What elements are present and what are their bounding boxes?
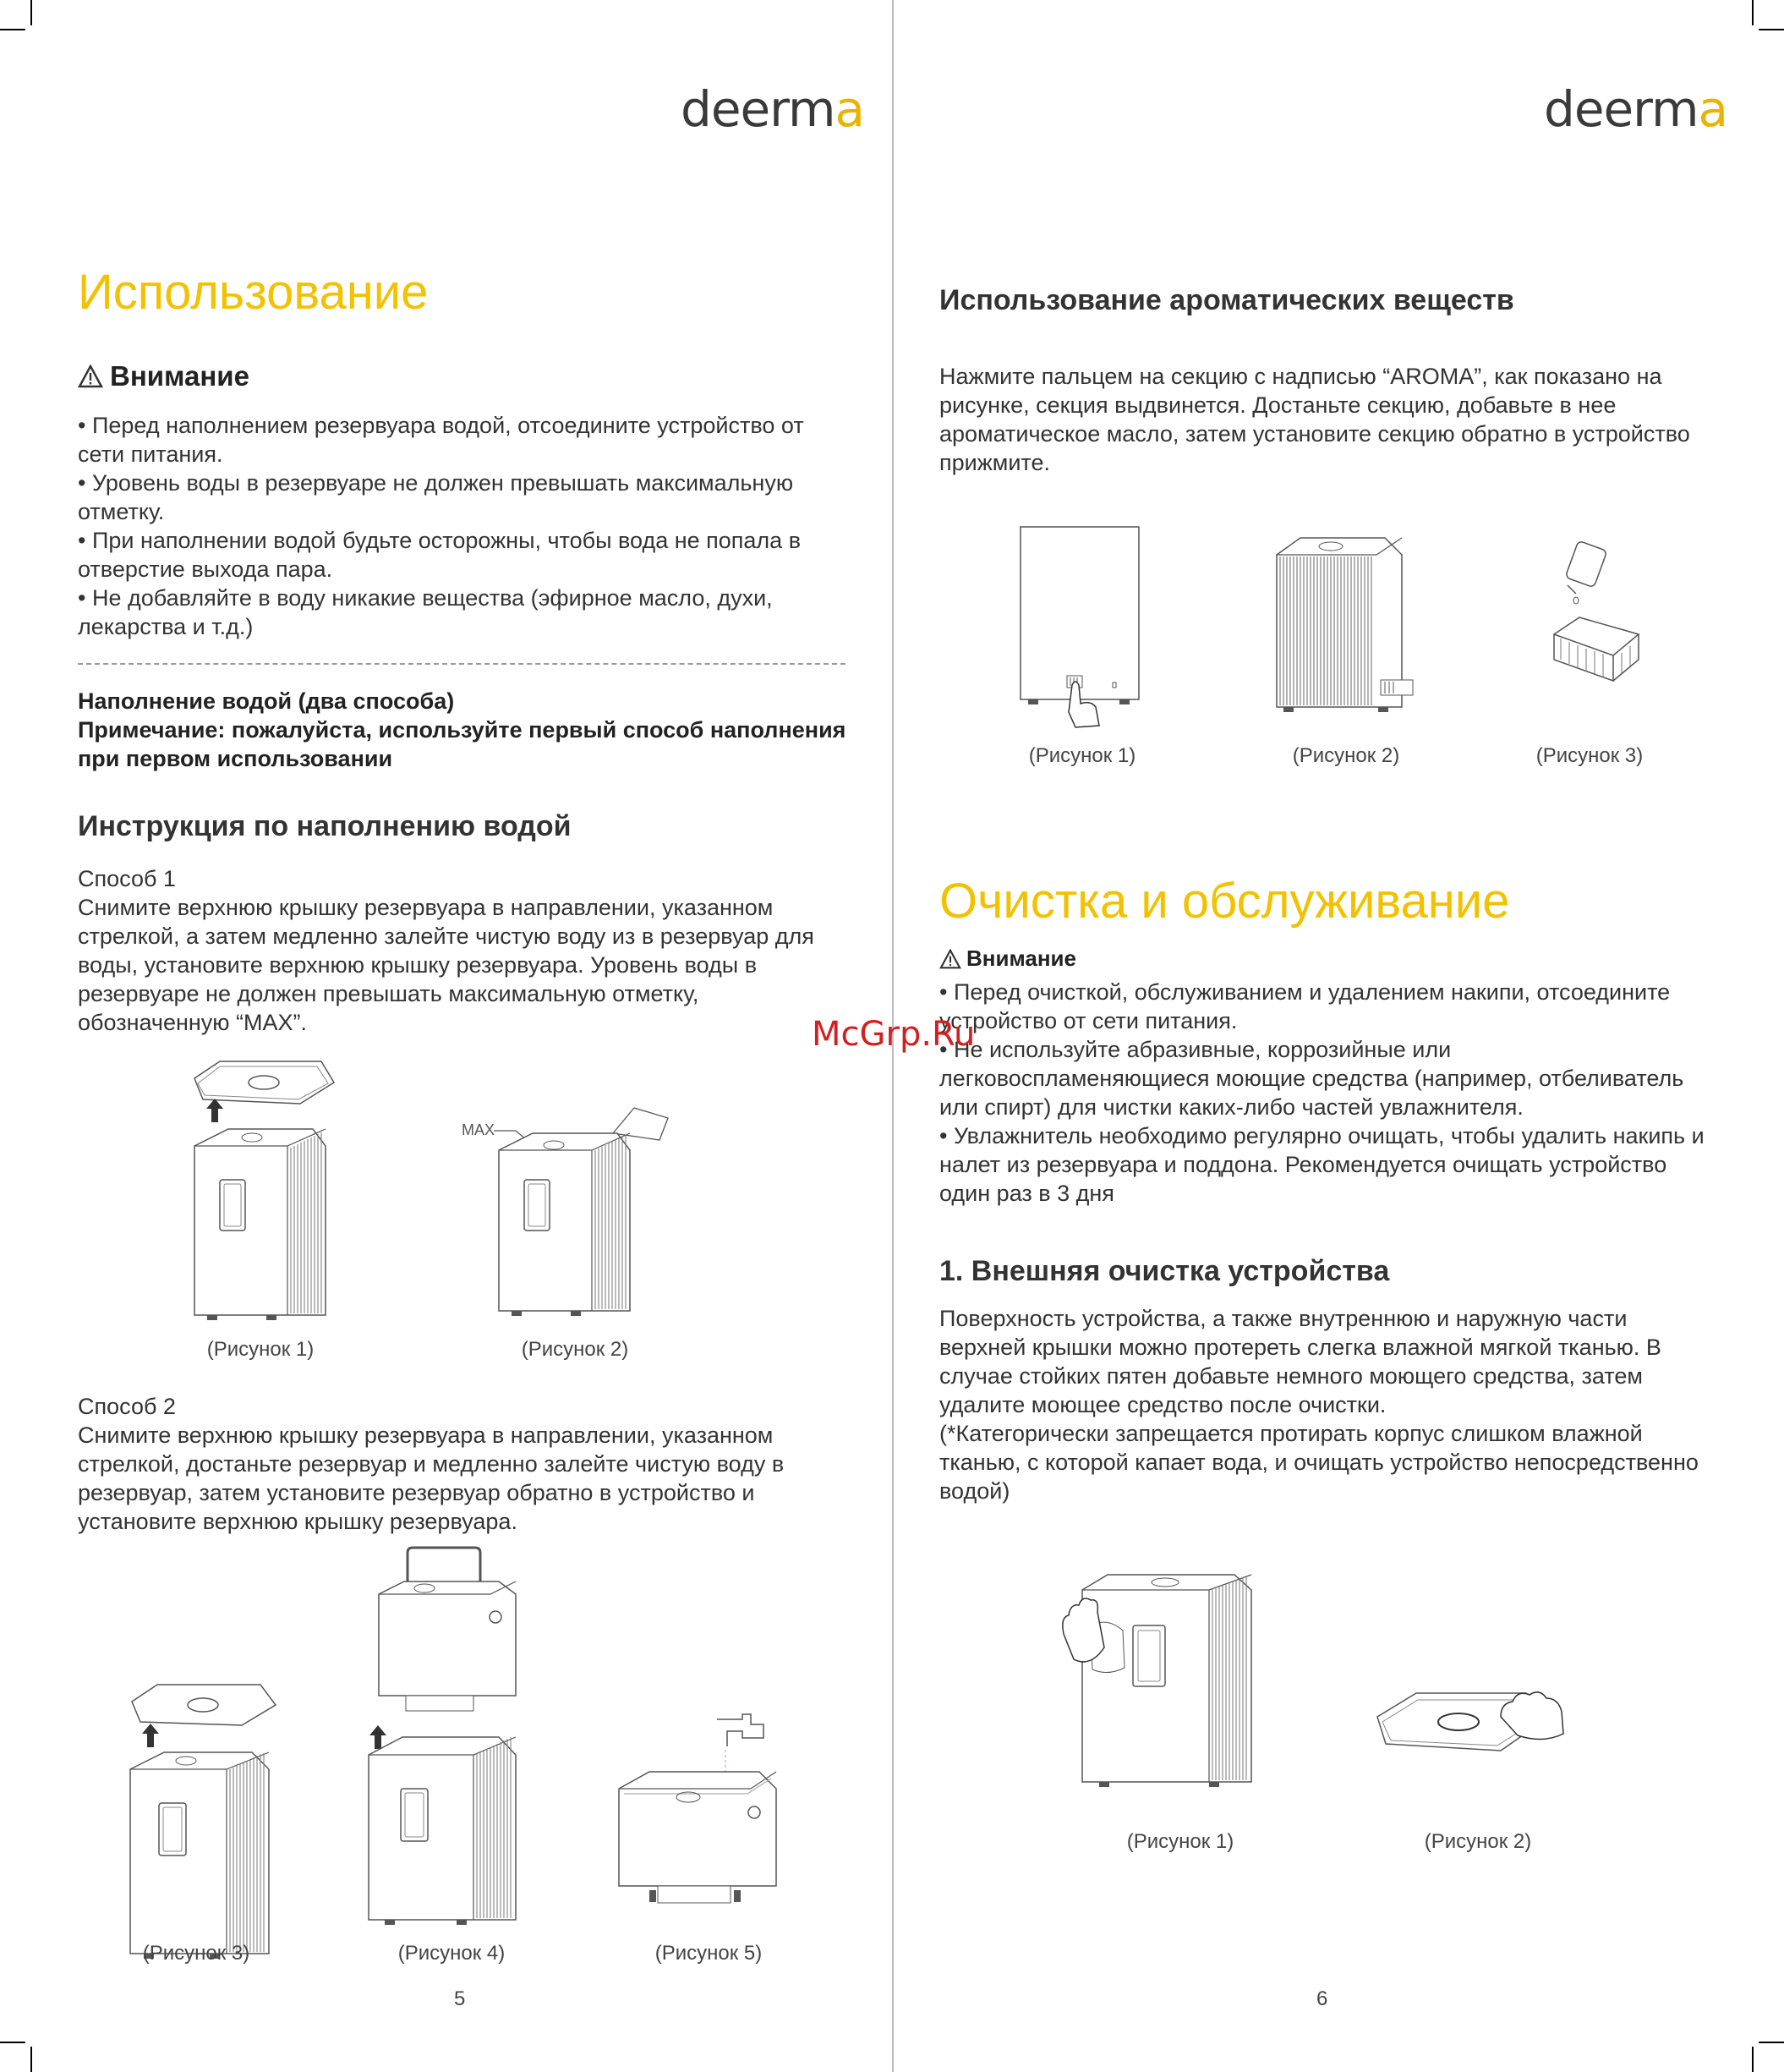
section-title-main: Очистка и обслуживание: [939, 874, 1510, 929]
aroma-fig2-drawer: [1275, 538, 1427, 715]
brand-logo: [1544, 80, 1727, 138]
warning-list: [78, 411, 856, 641]
crop-mark: [30, 0, 32, 25]
crop-mark: [0, 29, 25, 30]
crop-mark: [30, 2047, 32, 2072]
figure-caption: (Рисунок 3): [1535, 744, 1644, 767]
logo-accent: a: [1698, 80, 1728, 138]
watermark: McGrp.Ru: [812, 1015, 976, 1054]
warning-icon: [939, 949, 961, 969]
warning-list: [939, 978, 1717, 1208]
figure-caption: (Рисунок 1): [1028, 744, 1136, 767]
warning-title: Внимание: [966, 946, 1076, 971]
crop-mark: [1752, 0, 1754, 25]
list-item: • Увлажнитель необходимо регулярно очищать, чтобы удалить накипь и налет из резервуара и поддона. Рекомендуется очищать устройство один раз в 3 дня: [939, 1123, 1705, 1206]
figure-caption: (Рисунок 2): [1424, 1830, 1532, 1853]
dashed-divider: [78, 663, 845, 665]
list-item: • Перед наполнением резервуара водой, отсоедините устройство от сети питания.: [78, 413, 804, 467]
logo-accent: a: [835, 80, 865, 138]
logo-text: deerm: [681, 80, 835, 138]
external-text: Поверхность устройства, а также внутреннюю и наружную части верхней крышки можно протереть слегка влажной мягкой тканью. В случае стойких пятен добавьте немного моющего средства, затем удалите моющее средство после очистки.: [939, 1306, 1661, 1417]
page-title: Использование: [78, 265, 429, 320]
brand-logo: [681, 80, 864, 138]
list-item: • При наполнении водой будьте осторожны, чтобы вода не попала в отверстие выхода пара.: [78, 528, 802, 582]
aroma-fig3-oil: [1546, 541, 1647, 685]
aroma-text: Нажмите пальцем на секцию с надписью “AROMA”, как показано на рисунке, секция выдвинется. Достаньте секцию, добавьте в нее ароматическое масло, затем установите секцию обратно в устройство прижмите.: [939, 364, 1690, 475]
figure-caption: (Рисунок 1): [1126, 1830, 1234, 1853]
figure-caption: (Рисунок 3): [142, 1942, 250, 1965]
list-item: • Не добавляйте в воду никакие вещества (эфирное масло, духи, лекарства и т.д.): [78, 585, 773, 639]
list-item: • Перед очисткой, обслуживанием и удалением накипи, отсоедините устройство от сети питания.: [939, 979, 1671, 1033]
method2-text: Снимите верхнюю крышку резервуара в направлении, указанном стрелкой, достаньте резервуар и медленно залейте чистую воду в резервуар, затем установите резервуар обратно в устройство и установите верхнюю крышку резервуара.: [78, 1422, 785, 1534]
figure-caption: (Рисунок 1): [206, 1338, 315, 1361]
logo-text: deerm: [1544, 80, 1699, 138]
max-label: MAX: [462, 1121, 495, 1138]
crop-mark: [0, 2042, 25, 2043]
section-title: Инструкция по наполнению водой: [78, 810, 572, 842]
method2-label: Способ 2: [78, 1394, 176, 1419]
list-item: • Не используйте абразивные, коррозийные или легковоспламеняющиеся моющие средства (например, отбеливатель или спирт) для чистки каких-либо частей увлажнителя.: [939, 1037, 1684, 1120]
fig2-pour-water: [457, 1108, 676, 1328]
fill-note-line1: Наполнение водой (два способа): [78, 688, 455, 714]
fill-note-line2: Примечание: пожалуйста, используйте первый способ наполнения при первом использовании: [78, 717, 846, 771]
method1-text: Снимите верхнюю крышку резервуара в направлении, указанном стрелкой, а затем медленно залейте чистую воду из в резервуар для воды, установите верхнюю крышку резервуара. Уровень воды в резервуаре не должен превышать максимальную отметку, обозначенную “MAX”.: [78, 895, 814, 1035]
clean-fig1-wipe-body: [1057, 1575, 1268, 1795]
list-item: • Уровень воды в резервуаре не должен превышать максимальную отметку.: [78, 470, 794, 524]
figure-caption: (Рисунок 2): [1292, 744, 1400, 767]
method1-label: Способ 1: [78, 866, 176, 891]
figure-caption: (Рисунок 2): [521, 1338, 629, 1361]
figure-caption: (Рисунок 5): [654, 1942, 763, 1965]
warning-icon: [78, 365, 103, 388]
page-number: 5: [454, 1987, 466, 2010]
section-title: Использование ароматических веществ: [939, 284, 1514, 316]
figure-caption: (Рисунок 4): [397, 1942, 506, 1965]
aroma-fig1-press: [1020, 526, 1146, 729]
method2: [78, 1392, 856, 1536]
method1: [78, 864, 856, 1037]
warning-title: Внимание: [110, 360, 249, 392]
crop-mark: [1752, 2047, 1754, 2072]
subsection-title: 1. Внешняя очистка устройства: [939, 1255, 1390, 1287]
crop-mark: [1759, 29, 1784, 30]
warning-heading: [78, 360, 249, 392]
clean-fig2-wipe-lid: [1374, 1683, 1568, 1776]
crop-mark: [1759, 2042, 1784, 2043]
fig5-fill-tank: [616, 1713, 785, 1916]
fig3-lid-removal: [125, 1685, 286, 1964]
external-cleaning-text: [939, 1304, 1717, 1505]
warning-heading: [939, 946, 1076, 972]
page-number: 6: [1316, 1987, 1328, 2010]
fig1-lid-removal: [186, 1061, 338, 1332]
fig4-remove-tank: [364, 1548, 533, 1928]
external-note: (*Категорически запрещается протирать корпус слишком влажной тканью, с которой капает вода, и очищать устройство непосредственно водой): [939, 1421, 1699, 1504]
fill-note: [78, 687, 864, 773]
